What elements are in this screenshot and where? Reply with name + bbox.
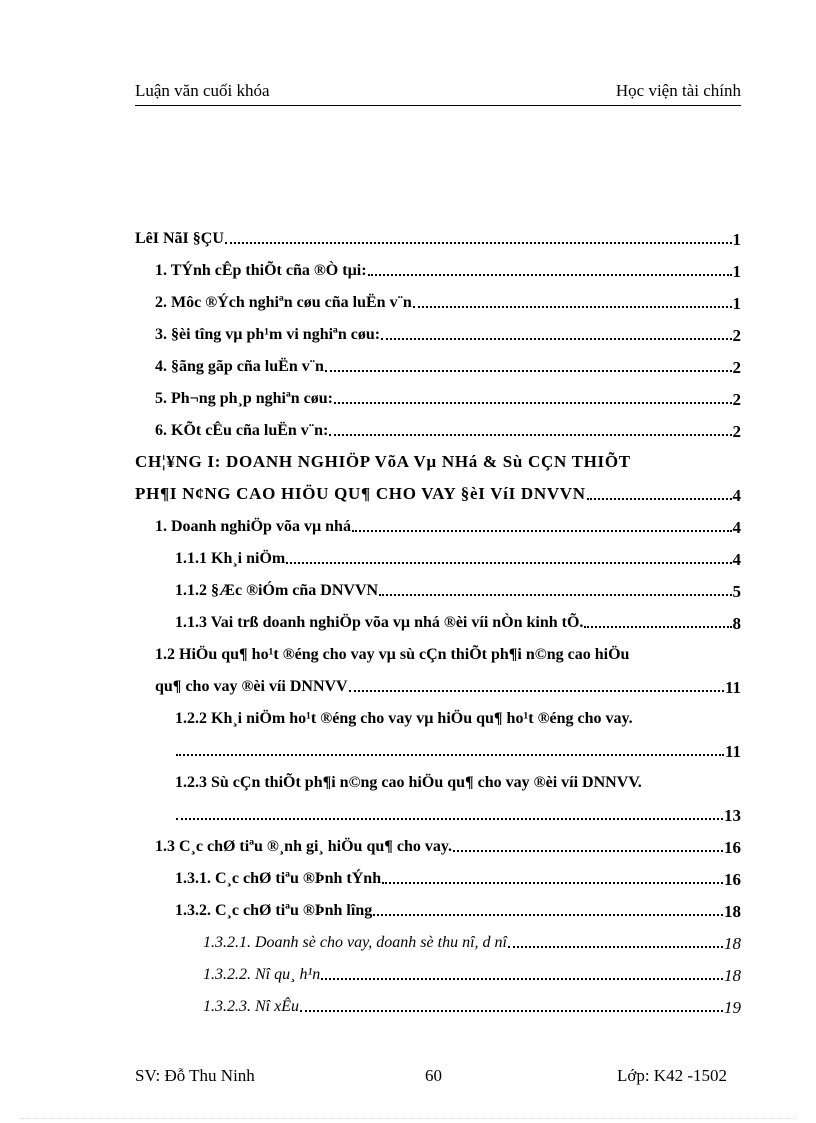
toc-dot-leader [349, 690, 724, 692]
toc-entry[interactable] [135, 379, 741, 411]
toc-dot-leader [300, 1010, 723, 1012]
toc-entry-page: 18 [724, 934, 741, 953]
toc-dot-leader [381, 338, 731, 340]
toc-entry[interactable] [135, 571, 741, 603]
toc-dot-leader [176, 754, 724, 756]
toc-entry-title: CH¦¥NG I: DOANH NGHIÖP VõA Vµ NHá & Sù CÇN THIÕT [135, 452, 631, 471]
toc-entry-page: 19 [724, 998, 741, 1017]
toc-entry-page: 4 [732, 550, 741, 569]
toc-dot-leader [286, 562, 731, 564]
toc-entry[interactable] [135, 219, 741, 251]
toc-entry-page: 13 [724, 806, 741, 825]
toc-dot-leader [329, 434, 731, 436]
toc-entry[interactable] [135, 635, 741, 667]
toc-dot-leader [334, 402, 732, 404]
page-footer [135, 1066, 727, 1088]
toc-entry-title: 1.1.1 Kh¸i niÖm [175, 550, 286, 567]
footer-student-name: SV: Đỗ Thu Ninh [135, 1066, 255, 1085]
toc-entry-title: 1.2 HiÖu qu¶ ho¹t ®éng cho vay vµ sù cÇn thiÕt ph¶i n©ng cao hiÖu [155, 646, 630, 663]
toc-entry-title: 1.2.2 Kh¸i niÖm ho¹t ®éng cho vay vµ hiÖu qu¶ ho¹t ®éng cho vay. [175, 710, 633, 727]
toc-entry[interactable] [135, 667, 741, 699]
toc-entry-page: 4 [732, 486, 741, 505]
toc-entry-title: 1.3.2. C¸c chØ tiªu ®Þnh lîng [175, 902, 373, 919]
toc-entry-title: 1.1.3 Vai trß doanh nghiÖp võa vµ nhá ®èi víi nÒn kinh tÕ. [175, 614, 584, 631]
toc-entry-title: 1.3.2.1. Doanh sè cho vay, doanh sè thu nî, d nî [203, 934, 507, 951]
toc-dot-leader [352, 530, 732, 532]
page-bottom-edge [20, 1118, 796, 1119]
toc-entry-title: 4. §ãng gãp cña luËn v¨n [155, 358, 324, 375]
toc-entry-title: PH¶I N¢NG CAO HIÖU QU¶ CHO VAY §èI VíI DNVVN [135, 484, 586, 503]
toc-entry[interactable] [135, 443, 741, 475]
toc-entry[interactable] [135, 507, 741, 539]
toc-dot-leader [453, 850, 723, 852]
toc-dot-leader [225, 242, 732, 244]
toc-entry-page: 4 [732, 518, 741, 537]
toc-dot-leader [379, 594, 731, 596]
toc-entry-title: 1.1.2 §Æc ®iÓm cña DNVVN [175, 582, 379, 599]
footer-page-number: 60 [425, 1066, 442, 1085]
toc-entry-page: 18 [724, 966, 741, 985]
toc-dot-leader [508, 946, 723, 948]
header-left-title: Luận văn cuối khóa [135, 81, 270, 100]
toc-entry-page: 5 [732, 582, 741, 601]
toc-entry[interactable] [135, 891, 741, 923]
toc-dot-leader [584, 626, 731, 628]
toc-entry-page: 2 [732, 390, 741, 409]
toc-entry-page: 18 [724, 902, 741, 921]
toc-entry[interactable] [135, 827, 741, 859]
toc-dot-leader [413, 306, 732, 308]
toc-dot-leader [587, 498, 732, 500]
toc-entry-title: 6. KÕt cÊu cña luËn v¨n: [155, 422, 329, 439]
toc-entry-title: 1.3.1. C¸c chØ tiªu ®Þnh tÝnh [175, 870, 382, 887]
toc-entry-page: 1 [732, 294, 741, 313]
toc-entry[interactable] [135, 539, 741, 571]
toc-entry-page: 2 [732, 326, 741, 345]
toc-entry-title: 1.3.2.3. Nî xÊu [203, 998, 299, 1015]
toc-entry-page: 11 [724, 742, 741, 761]
toc-entry-page: 2 [732, 358, 741, 377]
toc-entry-title: 1.3.2.2. Nî qu¸ h¹n [203, 966, 321, 983]
toc-dot-leader [382, 882, 723, 884]
toc-entry-page: 8 [732, 614, 741, 633]
table-of-contents [135, 219, 741, 1019]
toc-entry[interactable] [135, 987, 741, 1019]
toc-entry-title: 1.3 C¸c chØ tiªu ®¸nh gi¸ hiÖu qu¶ cho vay. [155, 838, 452, 855]
toc-entry-title: 5. Ph¬ng ph¸p nghiªn cøu: [155, 390, 333, 407]
toc-entry[interactable] [135, 699, 741, 731]
toc-entry[interactable] [135, 955, 741, 987]
toc-entry-page: 1 [732, 262, 741, 281]
toc-entry-page: 16 [724, 838, 741, 857]
toc-entry-title: 1. TÝnh cÊp thiÕt cña ®Ò tµi: [155, 262, 367, 279]
toc-entry[interactable] [135, 795, 741, 827]
toc-entry-title: 1. Doanh nghiÖp võa vµ nhá [155, 518, 351, 535]
toc-entry[interactable] [135, 475, 741, 507]
toc-entry-title: 1.2.3 Sù cÇn thiÕt ph¶i n©ng cao hiÖu qu¶ cho vay ®èi víi DNNVV. [175, 774, 642, 791]
toc-entry-title: 3. §èi tîng vµ ph¹m vi nghiªn cøu: [155, 326, 381, 343]
toc-entry[interactable] [135, 411, 741, 443]
toc-entry-title: 2. Môc ®Ých nghiªn cøu cña luËn v¨n [155, 294, 412, 311]
header-right-title: Học viện tài chính [615, 81, 741, 100]
toc-entry-title: LêI NãI §ÇU [135, 230, 224, 247]
toc-entry[interactable] [135, 859, 741, 891]
toc-entry[interactable] [135, 923, 741, 955]
toc-entry[interactable] [135, 731, 741, 763]
toc-entry-page: 16 [724, 870, 741, 889]
toc-entry-page: 1 [732, 230, 741, 249]
toc-dot-leader [325, 370, 732, 372]
footer-class: Lớp: K42 -1502 [616, 1066, 727, 1085]
toc-entry-title: qu¶ cho vay ®èi víi DNNVV [155, 678, 348, 695]
toc-dot-leader [176, 818, 723, 820]
toc-entry[interactable] [135, 763, 741, 795]
toc-entry[interactable] [135, 603, 741, 635]
toc-dot-leader [321, 978, 723, 980]
toc-dot-leader [373, 914, 723, 916]
toc-entry-page: 11 [724, 678, 741, 697]
toc-entry[interactable] [135, 251, 741, 283]
toc-entry[interactable] [135, 315, 741, 347]
page-header [135, 80, 741, 106]
toc-entry[interactable] [135, 283, 741, 315]
toc-entry-page: 2 [732, 422, 741, 441]
toc-dot-leader [368, 274, 732, 276]
toc-entry[interactable] [135, 347, 741, 379]
